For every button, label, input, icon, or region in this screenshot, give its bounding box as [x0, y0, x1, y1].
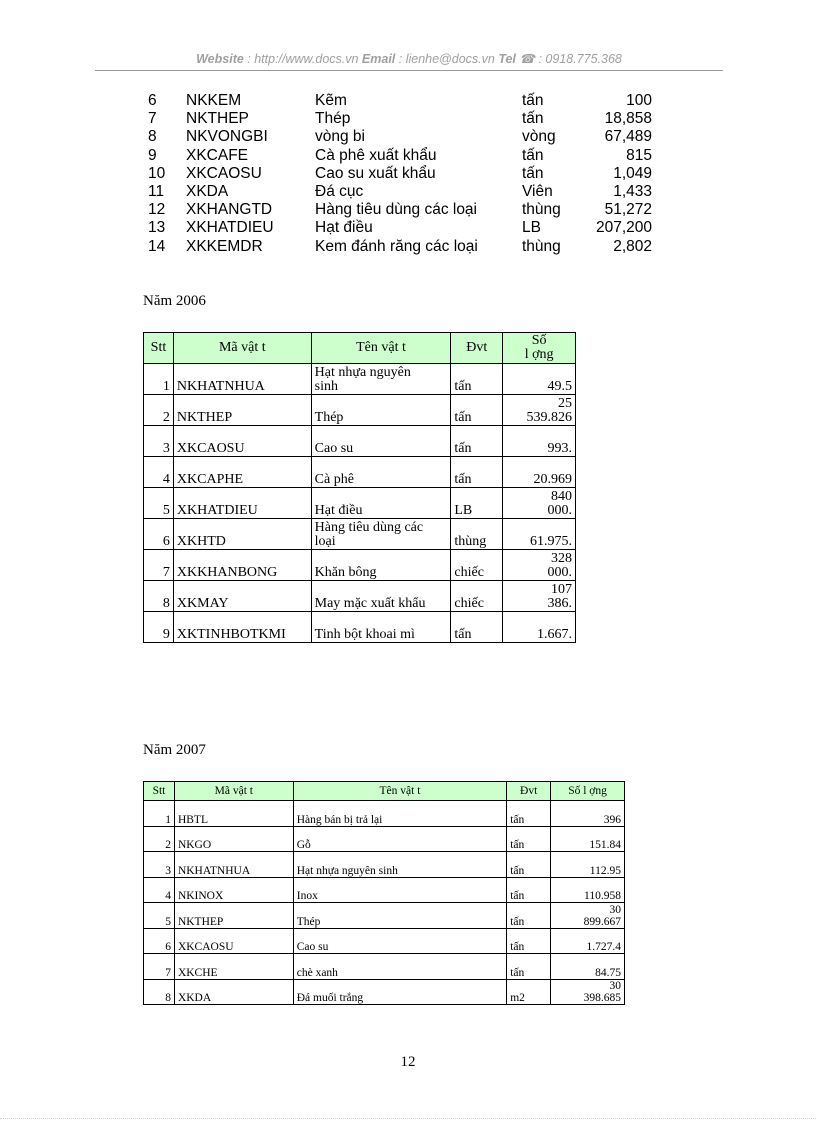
- cell-name: Gỗ: [293, 826, 506, 852]
- cell-unit: tấn: [507, 903, 551, 929]
- cell-unit: m2: [507, 979, 551, 1005]
- phone-icon: ☎: [519, 52, 535, 66]
- header-name: Tên vật t: [293, 782, 506, 801]
- cell-code: XKCAOSU: [174, 928, 293, 954]
- item-name: vòng bi: [315, 128, 365, 146]
- item-stt: 8: [148, 128, 157, 146]
- cell-qty-line2: 1.667.: [537, 627, 572, 642]
- item-unit: LB: [522, 219, 541, 237]
- cell-unit: tấn: [451, 426, 503, 457]
- cell-stt: 7: [144, 954, 175, 980]
- cell-qty-line2: 110.958: [584, 890, 621, 902]
- cell-stt: 4: [144, 457, 174, 488]
- header-divider: [95, 70, 723, 71]
- item-code: XKCAFE: [186, 146, 249, 164]
- cell-stt: 3: [144, 852, 175, 878]
- cell-qty-line2: 112.95: [589, 864, 621, 877]
- cell-qty-line1: [506, 521, 572, 535]
- list-item: [148, 165, 658, 183]
- table-row: [144, 979, 625, 1005]
- cell-code: XKKHANBONG: [173, 550, 311, 581]
- cell-name: Hàng bán bị trả lại: [293, 801, 506, 827]
- cell-qty: [551, 826, 625, 852]
- cell-name-line2: May mặc xuất khẩu: [314, 596, 426, 611]
- cell-unit: tấn: [507, 877, 551, 903]
- item-unit: tấn: [522, 146, 544, 164]
- cell-code: NKGO: [174, 826, 293, 852]
- cell-code: XKDA: [174, 979, 293, 1005]
- list-item: [148, 201, 658, 219]
- cell-qty-line1: 30: [609, 903, 621, 916]
- cell-code: NKTHEP: [173, 395, 311, 426]
- item-name: Kem đánh răng các loại: [315, 237, 478, 255]
- list-item: [148, 110, 658, 128]
- cell-code: XKCHE: [174, 954, 293, 980]
- cell-unit: tấn: [451, 457, 503, 488]
- cell-qty-line2: 84.75: [595, 966, 621, 979]
- item-unit: thùng: [522, 237, 561, 255]
- table-row: [144, 457, 576, 488]
- cell-stt: 1: [144, 364, 174, 395]
- item-name: Thép: [315, 110, 351, 128]
- cell-code: NKTHEP: [174, 903, 293, 929]
- cell-qty: [503, 581, 576, 612]
- cell-name-line1: [315, 552, 448, 566]
- cell-unit: tấn: [507, 826, 551, 852]
- table-header-row: [144, 782, 625, 801]
- email-label: Email: [361, 52, 396, 66]
- page-bottom-border: [0, 1118, 816, 1119]
- cell-name-line1: Hạt nhựa nguyên: [314, 365, 411, 380]
- cell-name-line1: [315, 490, 448, 504]
- cell-qty-line2: 899.667: [583, 915, 621, 928]
- item-name: Hạt điều: [315, 219, 373, 237]
- cell-name-line2: sinh: [314, 379, 338, 394]
- item-qty: 207,200: [595, 219, 652, 237]
- table-row: [144, 550, 576, 581]
- cell-name: Inox: [293, 877, 506, 903]
- item-unit: vòng: [522, 128, 556, 146]
- cell-name-line1: [315, 397, 448, 411]
- cell-qty-line2: 539.826: [526, 410, 572, 425]
- header-unit: Đvt: [507, 782, 551, 801]
- list-item: [148, 238, 658, 256]
- cell-qty-line2: 000.: [547, 503, 572, 518]
- cell-stt: 5: [144, 488, 174, 519]
- table-row: [144, 364, 576, 395]
- cell-name: Thép: [293, 903, 506, 929]
- tel-value: : 0918.775.368: [534, 52, 622, 66]
- item-unit: tấn: [522, 92, 544, 109]
- cell-qty-line1: 840: [551, 489, 572, 504]
- item-stt: 10: [148, 164, 166, 182]
- cell-name: [311, 364, 451, 395]
- item-code: NKKEM: [186, 92, 242, 109]
- cell-name-line1: [315, 614, 448, 628]
- cell-unit: tấn: [451, 612, 503, 643]
- cell-qty-line2: 151.84: [589, 839, 621, 851]
- cell-qty-line1: 25: [558, 396, 572, 411]
- cell-name: chè xanh: [293, 954, 506, 980]
- table-row: [144, 826, 625, 852]
- cell-name: [311, 612, 451, 643]
- table-row: [144, 801, 625, 827]
- item-name: Đá cục: [315, 182, 364, 200]
- cell-qty: [551, 852, 625, 878]
- header-code: Mã vật t: [174, 782, 293, 801]
- cell-code: XKHTD: [173, 519, 311, 550]
- header-stt: Stt: [144, 333, 174, 364]
- cell-qty: [551, 979, 625, 1005]
- header-code: Mã vật t: [173, 333, 311, 364]
- cell-qty-line1: 107: [551, 582, 572, 597]
- material-list: [148, 92, 658, 256]
- item-code: XKDA: [186, 182, 229, 200]
- cell-qty-line2: 396: [603, 813, 621, 826]
- cell-name-line2: Hạt điều: [314, 503, 363, 518]
- item-code: XKHANGTD: [186, 201, 273, 219]
- cell-name-line1: [315, 459, 448, 473]
- cell-unit: chiếc: [451, 581, 503, 612]
- cell-name: Cao su: [293, 928, 506, 954]
- cell-name-line1: [315, 428, 448, 442]
- cell-qty: [551, 801, 625, 827]
- cell-qty-line1: [506, 614, 572, 628]
- page-header: [95, 51, 723, 66]
- cell-unit: tấn: [451, 395, 503, 426]
- header-qty: Số l ợng: [551, 782, 625, 801]
- table-row: [144, 395, 576, 426]
- cell-qty-line2: 000.: [547, 565, 572, 580]
- cell-qty-line1: [506, 428, 572, 442]
- item-name: Hàng tiêu dùng các loại: [315, 201, 478, 219]
- cell-code: XKCAOSU: [173, 426, 311, 457]
- cell-code: HBTL: [174, 801, 293, 827]
- cell-qty-line1: [506, 459, 572, 473]
- item-code: XKCAOSU: [186, 164, 262, 182]
- tel-label: Tel: [498, 52, 516, 66]
- cell-unit: tấn: [451, 364, 503, 395]
- cell-stt: 4: [144, 877, 175, 903]
- list-item: [148, 92, 658, 110]
- cell-qty: [551, 928, 625, 954]
- cell-qty-line1: [554, 853, 621, 865]
- item-qty: 1,049: [613, 164, 652, 182]
- item-name: Kẽm: [315, 92, 347, 109]
- item-qty: 67,489: [604, 128, 652, 146]
- website-value: : http://www.docs.vn: [243, 52, 362, 66]
- cell-qty-line2: 1.727.4: [586, 941, 621, 953]
- cell-name: [311, 488, 451, 519]
- cell-unit: chiếc: [451, 550, 503, 581]
- cell-code: XKCAPHE: [173, 457, 311, 488]
- table-row: [144, 612, 576, 643]
- table-row: [144, 928, 625, 954]
- cell-name-line1: [315, 583, 448, 597]
- cell-qty-line1: [554, 802, 621, 814]
- item-stt: 12: [148, 201, 166, 219]
- year-2007-title: Năm 2007: [143, 742, 206, 758]
- cell-qty-line2: 386.: [547, 596, 572, 611]
- cell-stt: 6: [144, 928, 175, 954]
- cell-stt: 8: [144, 581, 174, 612]
- header-name: Tên vật t: [311, 333, 451, 364]
- item-unit: Viên: [522, 182, 553, 200]
- item-qty: 815: [626, 146, 652, 164]
- cell-unit: LB: [451, 488, 503, 519]
- cell-name: Hạt nhựa nguyên sinh: [293, 852, 506, 878]
- item-code: XKHATDIEU: [186, 219, 274, 237]
- item-stt: 14: [148, 237, 166, 255]
- cell-qty: [503, 488, 576, 519]
- cell-code: NKHATNHUA: [173, 364, 311, 395]
- item-stt: 7: [148, 110, 157, 128]
- cell-name: [311, 457, 451, 488]
- cell-code: XKHATDIEU: [173, 488, 311, 519]
- list-item: [148, 147, 658, 165]
- cell-stt: 5: [144, 903, 175, 929]
- cell-qty: [551, 954, 625, 980]
- table-2006: [143, 332, 576, 643]
- cell-qty: [503, 395, 576, 426]
- cell-qty-line1: [506, 366, 572, 380]
- item-code: XKKEMDR: [186, 237, 263, 255]
- item-unit: tấn: [522, 110, 544, 128]
- cell-stt: 2: [144, 826, 175, 852]
- cell-code: XKMAY: [173, 581, 311, 612]
- cell-qty: [551, 877, 625, 903]
- table-header-row: [144, 333, 576, 364]
- cell-qty-line2: 993.: [547, 441, 572, 456]
- cell-qty: [503, 426, 576, 457]
- item-name: Cao su xuất khẩu: [315, 164, 436, 182]
- table-row: [144, 426, 576, 457]
- cell-qty-line1: [554, 929, 621, 941]
- cell-name: [311, 581, 451, 612]
- cell-stt: 3: [144, 426, 174, 457]
- cell-name-line2: Tinh bột khoai mì: [314, 627, 415, 642]
- table-row: [144, 903, 625, 929]
- header-unit: Đvt: [451, 333, 503, 364]
- table-row: [144, 877, 625, 903]
- table-row: [144, 519, 576, 550]
- cell-stt: 9: [144, 612, 174, 643]
- item-stt: 9: [148, 146, 157, 164]
- item-code: NKTHEP: [186, 110, 249, 128]
- cell-qty-line2: 49.5: [547, 379, 572, 394]
- item-stt: 11: [148, 182, 165, 200]
- item-name: Cà phê xuất khẩu: [315, 146, 437, 164]
- cell-stt: 8: [144, 979, 175, 1005]
- list-item: [148, 183, 658, 201]
- cell-qty-line2: 61.975.: [530, 534, 572, 549]
- cell-name: [311, 395, 451, 426]
- cell-name: [311, 519, 451, 550]
- item-unit: tấn: [522, 164, 544, 182]
- list-item: [148, 219, 658, 237]
- cell-stt: 7: [144, 550, 174, 581]
- cell-qty-line1: [554, 955, 621, 967]
- cell-code: NKHATNHUA: [174, 852, 293, 878]
- table-row: [144, 852, 625, 878]
- cell-name-line2: Cao su: [314, 441, 354, 456]
- cell-qty-line1: 30: [609, 980, 621, 992]
- cell-qty-line1: [554, 878, 621, 890]
- cell-qty-line1: 328: [551, 551, 572, 566]
- item-code: NKVONGBI: [186, 128, 268, 146]
- cell-qty-line2: 20.969: [533, 472, 572, 487]
- item-qty: 51,272: [604, 201, 652, 219]
- cell-name: [311, 426, 451, 457]
- cell-qty: [551, 903, 625, 929]
- cell-qty: [503, 550, 576, 581]
- cell-qty-line2: 398.685: [583, 992, 621, 1004]
- header-qty-line1: Số: [531, 333, 547, 348]
- table-row: [144, 954, 625, 980]
- header-qty-line2: l ợng: [524, 347, 554, 362]
- email-value: : lienhe@docs.vn: [395, 52, 499, 66]
- cell-qty: [503, 519, 576, 550]
- cell-name-line2: Khăn bông: [314, 565, 377, 580]
- cell-qty-line1: [554, 827, 621, 839]
- cell-unit: tấn: [507, 954, 551, 980]
- table-2007: [143, 781, 625, 1005]
- cell-qty: [503, 457, 576, 488]
- item-qty: 1,433: [613, 182, 652, 200]
- item-stt: 13: [148, 219, 166, 237]
- cell-name-line2: Cà phê: [314, 472, 354, 487]
- cell-code: XKTINHBOTKMI: [173, 612, 311, 643]
- cell-name: [311, 550, 451, 581]
- cell-name: Đá muối trắng: [293, 979, 506, 1005]
- website-label: Website: [196, 52, 244, 66]
- table-row: [144, 581, 576, 612]
- item-qty: 18,858: [604, 110, 652, 128]
- item-qty: 2,802: [613, 237, 652, 255]
- cell-stt: 1: [144, 801, 175, 827]
- item-unit: thùng: [522, 201, 561, 219]
- item-qty: 100: [626, 92, 652, 109]
- item-stt: 6: [148, 92, 157, 109]
- header-qty: [503, 333, 576, 364]
- list-item: [148, 128, 658, 146]
- cell-stt: 2: [144, 395, 174, 426]
- page-number: 12: [400, 1054, 416, 1070]
- year-2006-title: Năm 2006: [143, 293, 206, 309]
- cell-unit: tấn: [507, 928, 551, 954]
- cell-qty: [503, 364, 576, 395]
- cell-unit: tấn: [507, 852, 551, 878]
- cell-unit: tấn: [507, 801, 551, 827]
- cell-qty: [503, 612, 576, 643]
- header-stt: Stt: [144, 782, 175, 801]
- cell-code: NKINOX: [174, 877, 293, 903]
- cell-name-line1: Hàng tiêu dùng các: [314, 520, 424, 535]
- table-row: [144, 488, 576, 519]
- cell-stt: 6: [144, 519, 174, 550]
- cell-name-line2: loại: [314, 534, 336, 549]
- cell-name-line2: Thép: [314, 410, 344, 425]
- cell-unit: thùng: [451, 519, 503, 550]
